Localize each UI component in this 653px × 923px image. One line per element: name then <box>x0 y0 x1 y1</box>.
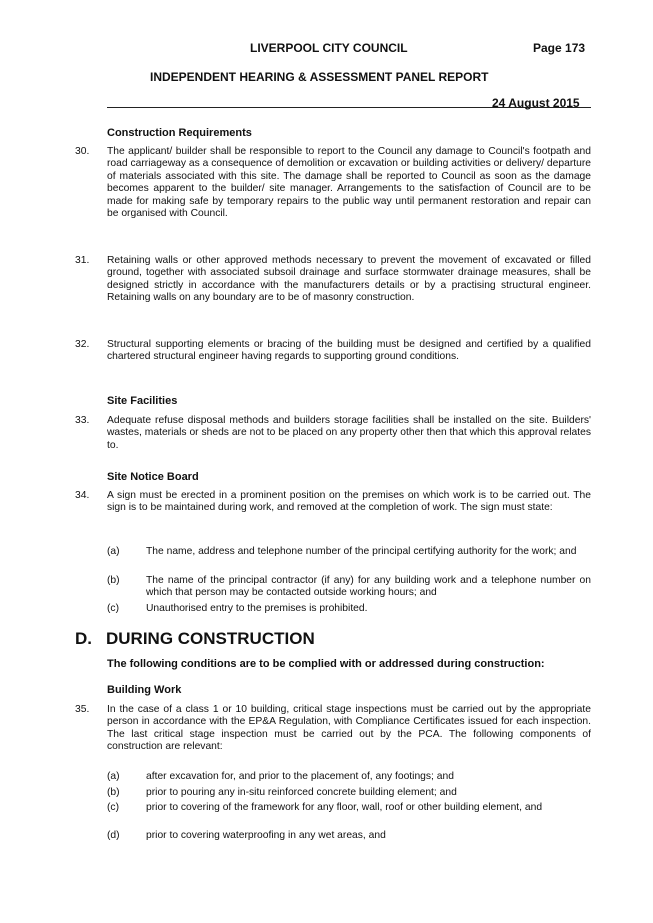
subitem-text: Unauthorised entry to the premises is prohibited. <box>146 603 368 614</box>
subitem-label: (b) <box>107 575 120 586</box>
report-date: 24 August 2015 <box>492 96 580 110</box>
subitem-label: (c) <box>107 802 120 813</box>
subitem-35a <box>107 771 591 784</box>
condition-30 <box>75 146 591 246</box>
condition-text: The applicant/ builder shall be responsible to report to the Council any damage to Council's footpath and road carriageway as a consequence of demolition or excavation or building activities or delivery/ departure of materials associated with this site. The damage shall be reported to Council as soon as the damage becomes apparent to the builder/ site manager. Arrangements to the satisfaction of Council are to be made for making safe by temporary repairs to the public way until permanent restoration and repair can be organised with Council. <box>107 146 591 220</box>
heading-site-notice-board: Site Notice Board <box>107 471 199 483</box>
condition-number: 34. <box>75 490 90 501</box>
subitem-label: (b) <box>107 787 120 798</box>
condition-number: 35. <box>75 704 90 715</box>
condition-text: Retaining walls or other approved methods necessary to prevent the movement of excavated or filled ground, together with associated subsoil drainage and surface stormwater drainage measures, shall be designed strictly in accordance with the manufacturers details or by a practising structural engineer. Retaining walls on any boundary are to be of masonry construction. <box>107 255 591 304</box>
condition-33 <box>75 415 591 455</box>
subitem-text: prior to pouring any in-situ reinforced concrete building element; and <box>146 787 457 798</box>
subitem-35c <box>107 802 591 828</box>
condition-32 <box>75 339 591 379</box>
report-title: INDEPENDENT HEARING & ASSESSMENT PANEL REPORT <box>150 70 489 84</box>
council-name: LIVERPOOL CITY COUNCIL <box>250 41 408 55</box>
condition-31 <box>75 255 591 330</box>
subitem-text: prior to covering of the framework for any floor, wall, roof or other building element, and <box>146 802 543 813</box>
heading-building-work: Building Work <box>107 684 182 696</box>
heading-construction-requirements: Construction Requirements <box>107 127 252 139</box>
page-number: Page 173 <box>533 41 586 55</box>
condition-34 <box>75 490 591 530</box>
subitem-label: (a) <box>107 771 120 782</box>
subitem-text: prior to covering waterproofing in any wet areas, and <box>146 830 386 841</box>
subitem-text: The name, address and telephone number of the principal certifying authority for the work; and <box>146 546 577 557</box>
condition-35 <box>75 704 591 756</box>
subitem-35b <box>107 787 591 800</box>
header-rule <box>107 107 591 108</box>
condition-number: 33. <box>75 415 90 426</box>
condition-number: 30. <box>75 146 90 157</box>
section-letter: D. <box>75 629 92 648</box>
subitem-label: (d) <box>107 830 120 841</box>
section-title: DURING CONSTRUCTION <box>106 629 315 648</box>
subitem-34c <box>107 603 591 616</box>
condition-number: 32. <box>75 339 90 350</box>
condition-text: A sign must be erected in a prominent position on the premises on which work is to be carried out. The sign is to be maintained during work, and removed at the completion of work. The sign must state: <box>107 490 591 514</box>
condition-text: Adequate refuse disposal methods and builders storage facilities shall be installed on the site. Builders' wastes, materials or sheds are not to be placed on any property other then that which this approval relates to. <box>107 415 591 451</box>
subitem-34b <box>107 575 591 601</box>
condition-number: 31. <box>75 255 90 266</box>
subitem-text: after excavation for, and prior to the placement of, any footings; and <box>146 771 454 782</box>
subitem-35d <box>107 830 591 843</box>
section-d-intro: The following conditions are to be complied with or addressed during construction: <box>107 658 545 670</box>
subitem-label: (c) <box>107 603 120 614</box>
heading-site-facilities: Site Facilities <box>107 395 178 407</box>
condition-text: Structural supporting elements or bracing of the building must be designed and certified by a qualified chartered structural engineer having regards to supporting ground conditions. <box>107 339 591 363</box>
subitem-text: The name of the principal contractor (if any) for any building work and a telephone number on which that person may be contacted outside working hours; and <box>146 575 591 599</box>
subitem-label: (a) <box>107 546 120 557</box>
condition-text: In the case of a class 1 or 10 building, critical stage inspections must be carried out by the appropriate person in accordance with the EP&A Regulation, with Compliance Certificates issued for each inspection. The last critical stage inspection must be carried out by the PCA. The following components of construction are relevant: <box>107 704 591 753</box>
subitem-34a <box>107 546 591 572</box>
